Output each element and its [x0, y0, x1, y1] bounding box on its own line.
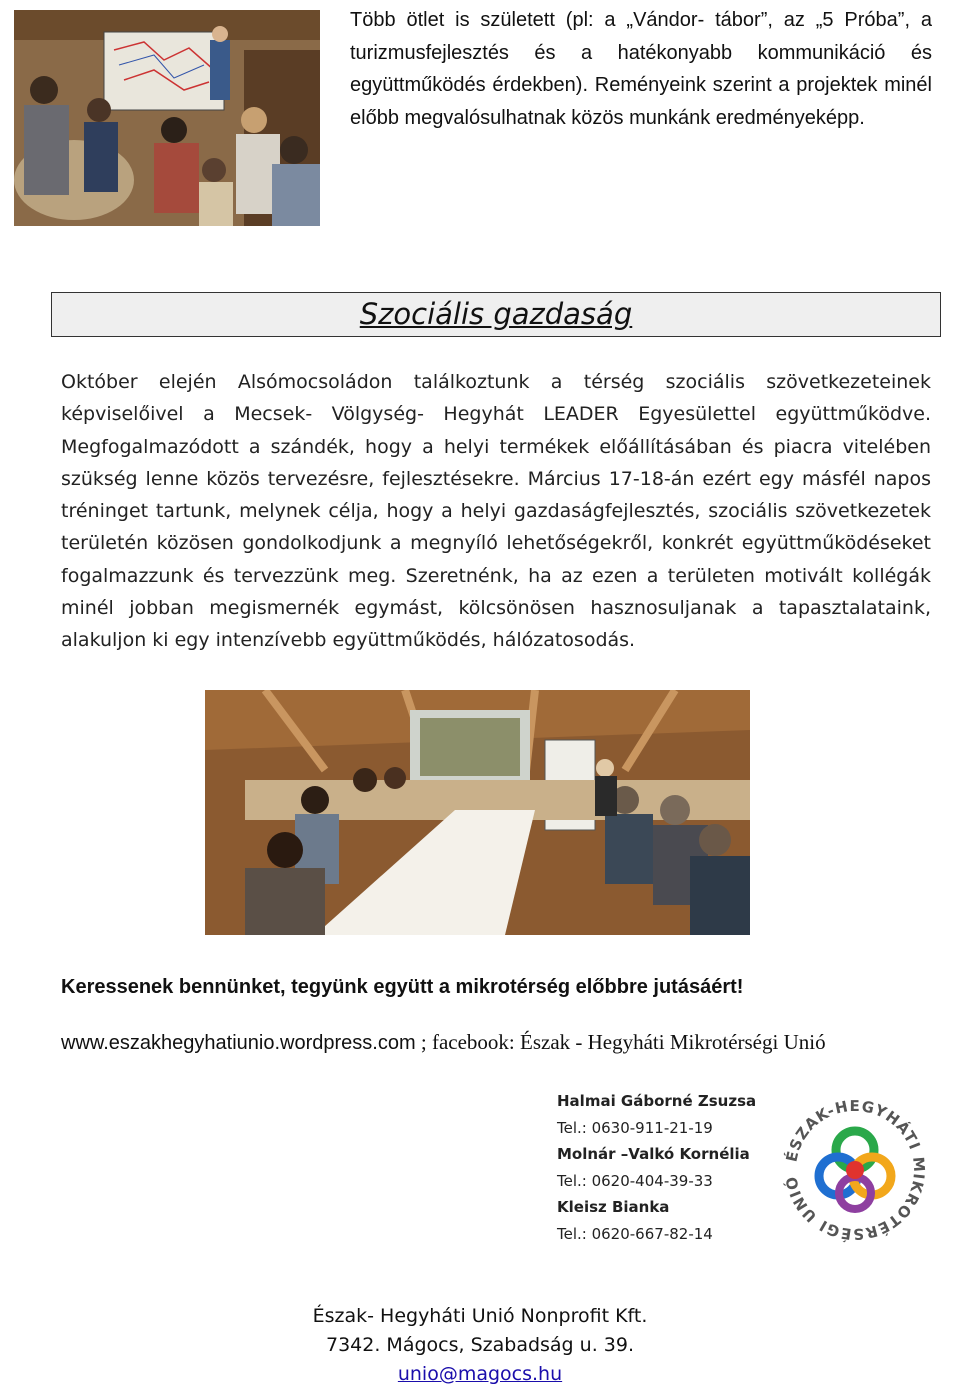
contact-phone: Tel.: 0630-911-21-19 — [557, 1118, 713, 1137]
web-links — [61, 1030, 826, 1055]
section-title: Szociális gazdaság — [359, 297, 633, 331]
union-logo — [780, 1088, 930, 1248]
contact-phone: Tel.: 0620-404-39-33 — [557, 1171, 713, 1190]
contact-name: Molnár –Valkó Kornélia — [557, 1145, 750, 1163]
facebook-link[interactable]: facebook: Észak - Hegyháti Mikrotérségi Unió — [431, 1030, 826, 1054]
footer-address: 7342. Mágocs, Szabadság u. 39. — [326, 1334, 634, 1356]
training-photo — [205, 690, 750, 935]
link-separator: ; — [415, 1030, 432, 1054]
website-link[interactable]: www.eszakhegyhatiunio.wordpress.com — [61, 1032, 416, 1054]
contact-phone: Tel.: 0620-667-82-14 — [557, 1224, 713, 1243]
contact-list — [557, 1088, 757, 1248]
contact-name: Kleisz Bianka — [557, 1198, 670, 1216]
footer-org: Észak- Hegyháti Unió Nonprofit Kft. — [312, 1305, 648, 1327]
logo-ring-text: ÉSZAK-HEGYHÁTI MIKROTÉRSÉGI UNIÓ — [782, 1096, 929, 1244]
call-to-action: Keressenek bennünket, tegyünk együtt a mikrotérség előbbre jutásáért! — [61, 976, 744, 998]
footer-email-link[interactable]: unio@magocs.hu — [397, 1363, 563, 1385]
workshop-photo-illustration — [14, 10, 320, 226]
workshop-photo — [14, 10, 320, 226]
union-logo-graphic — [780, 1088, 930, 1248]
training-photo-illustration — [205, 690, 750, 935]
contact-name: Halmai Gáborné Zsuzsa — [557, 1092, 757, 1110]
intro-paragraph: Több ötlet is született (pl: a „Vándor- tábor”, az „5 Próba”, a turizmusfejlesztés és a hatékonyabb kommunikáció és együttműködés érdekben). Reményeink szerint a projektek minél előbb megvalósulhatnak közös munkánk eredményeképp. — [350, 9, 932, 129]
section-title-box — [51, 292, 941, 337]
section-body-paragraph: Október elején Alsómocsoládon találkoztunk a térség szociális szövetkezeteinek képviselőivel a Mecsek- Völgység- Hegyhát LEADER Egyesülettel együttműködve. Megfogalmazódott a szándék, hogy a helyi termékek előállításában és piacra vitelében szükség lenne közös tervezésre, fejlesztésekre. Március 17-18-án ezért egy másfél napos tréninget tartunk, melynek célja, hogy a helyi gazdaságfejlesztés, szociális szövetkezetek területén közösen gondolkodjunk a megnyíló lehetőségekről, konkrét együttműködéseket fogalmazzunk és tervezzünk meg. Szeretnénk, ha az ezen a területen motivált kollégák minél jobban megismernék egymást, kölcsönösen hasznosuljanak a tapasztalataink, alakuljon ki egy intenzívebb együttműködés, hálózatosodás. — [61, 371, 931, 652]
footer — [0, 1302, 960, 1389]
